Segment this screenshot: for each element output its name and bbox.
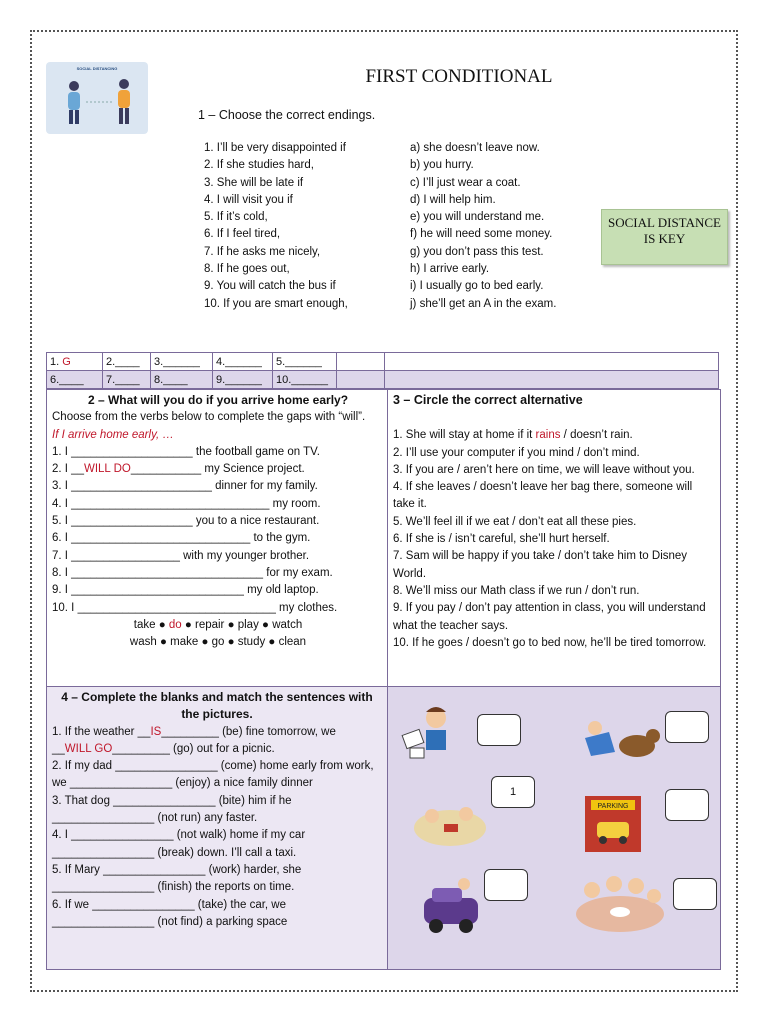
- list-item: g) you don’t pass this test.: [410, 245, 544, 258]
- list-item: i) I usually go to bed early.: [410, 280, 544, 293]
- list-item: 2. I __WILL DO___________ my Science project.: [52, 463, 305, 476]
- parking-picture: [583, 792, 643, 854]
- exercise4-heading: 4 – Complete the blanks and match the sentences with the pictures.: [61, 690, 373, 722]
- list-item: 6. I ____________________________ to the gym.: [52, 532, 311, 545]
- answer-cell[interactable]: 2.____: [103, 353, 151, 371]
- answer-cell: [337, 353, 385, 371]
- stressed-student-picture: [400, 702, 466, 764]
- list-item: e) you will understand me.: [410, 211, 545, 224]
- list-item: 8. I ______________________________ for my exam.: [52, 566, 333, 579]
- list-item: 1. I’ll be very disappointed if: [204, 142, 346, 154]
- answer-cell[interactable]: 3.______: [151, 353, 213, 371]
- list-item: 5. I ___________________ you to a nice restaurant.: [52, 515, 320, 528]
- list-item: 4. I _______________________________ my room.: [52, 497, 321, 510]
- list-item: 3. I ______________________ dinner for my family.: [52, 480, 318, 493]
- list-item: 6. If we ________________ (take) the car, we ________________ (not find) a parking space: [52, 898, 288, 928]
- list-item: __WILL GO_________ (go) out for a picnic.: [52, 742, 275, 755]
- family-dinner-icon: [570, 868, 670, 942]
- list-item: 2. If she studies hard,: [204, 159, 314, 172]
- list-item: 1. She will stay at home if it rains / doesn’t rain.: [393, 429, 633, 442]
- list-item: 9. If you pay / don’t pay attention in class, you will understand what the teacher says.: [393, 602, 706, 632]
- list-item: 6. If she is / isn’t careful, she’ll hurt herself.: [393, 533, 610, 546]
- list-item: 5. If Mary ________________ (work) harder, she ________________ (finish) the reports on time.: [52, 863, 302, 894]
- picture-answer-box[interactable]: [673, 878, 717, 910]
- answer-grid: [46, 352, 719, 389]
- list-item: a) she doesn’t leave now.: [410, 142, 540, 154]
- list-item: 3. That dog ________________ (bite) him if he ________________ (not run) any faster.: [52, 794, 292, 825]
- answer-cell[interactable]: 4.______: [213, 353, 273, 371]
- answer-cell[interactable]: 6.____: [47, 371, 103, 389]
- exercise2-prompt: If I arrive home early, …: [52, 428, 174, 441]
- list-item: 10. If you are smart enough,: [204, 297, 348, 310]
- list-item: 8. If he goes out,: [204, 263, 290, 276]
- broken-car-picture: [418, 874, 484, 942]
- list-item: 5. We’ll feel ill if we eat / don’t eat all these pies.: [393, 515, 637, 528]
- list-item: 10. If he goes / doesn’t go to bed now, he’ll be tired tomorrow.: [393, 636, 707, 649]
- list-item: 2. I’ll use your computer if you mind / don’t mind.: [393, 446, 640, 459]
- answer-cell[interactable]: 8.____: [151, 371, 213, 389]
- answer-cell[interactable]: 5.______: [273, 353, 337, 371]
- verb-list-2: wash ● make ● go ● study ● clean: [129, 636, 307, 649]
- exercise4: [52, 689, 382, 931]
- answer-cell: [337, 371, 385, 389]
- exercise1-endings: [410, 140, 556, 313]
- exercise2-heading: 2 – What will you do if you arrive home early?: [87, 393, 349, 407]
- list-item: 1. If the weather __IS_________ (be) fine tomorrow, we: [52, 725, 336, 738]
- list-item: 7. Sam will be happy if you take / don’t take him to Disney World.: [393, 550, 688, 580]
- exercise1-heading: 1 – Choose the correct endings.: [198, 108, 376, 122]
- verb-list-1: take ● do ● repair ● play ● watch: [133, 618, 303, 631]
- exercise3-heading: 3 – Circle the correct alternative: [393, 393, 583, 407]
- list-item: 4. I ________________ (not walk) home if my car ________________ (break) down. I’ll call a taxi.: [52, 829, 306, 859]
- list-item: c) I’ll just wear a coat.: [410, 176, 521, 189]
- picture-answer-box[interactable]: [665, 711, 709, 743]
- list-item: f) he will need some money.: [410, 228, 553, 241]
- exercise1-beginnings: [204, 140, 348, 313]
- list-item: j) she’ll get an A in the exam.: [410, 297, 557, 310]
- picnic-icon: [410, 794, 490, 850]
- picture-answer-box[interactable]: [477, 714, 521, 746]
- family-dinner-picture: [570, 868, 670, 942]
- list-item: d) I will help him.: [410, 193, 496, 206]
- answer-cell[interactable]: 9.______: [213, 371, 273, 389]
- car-icon: [418, 874, 484, 942]
- list-item: 3. She will be late if: [204, 176, 304, 189]
- social-distance-badge: SOCIAL DISTANCE IS KEY: [601, 209, 728, 265]
- list-item: h) I arrive early.: [410, 263, 490, 276]
- list-item: 4. If she leaves / doesn’t leave her bag there, someone will take it.: [393, 481, 693, 511]
- picture-answer-box[interactable]: [665, 789, 709, 821]
- answer-cell: [385, 353, 719, 371]
- page-title: FIRST CONDITIONAL: [365, 66, 553, 87]
- answer-cell[interactable]: 10.______: [273, 371, 337, 389]
- student-icon: [400, 702, 466, 764]
- dog-chase-picture: [575, 708, 663, 766]
- list-item: 9. I ___________________________ my old laptop.: [52, 584, 319, 597]
- list-item: 9. You will catch the bus if: [204, 280, 336, 293]
- dog-icon: [575, 708, 663, 766]
- list-item: 1. I ___________________ the football game on TV.: [52, 445, 320, 458]
- answer-cell[interactable]: 1. G: [47, 353, 103, 371]
- list-item: 2. If my dad ________________ (come) home early from work, we ________________ (enjoy) a nice family dinner: [52, 760, 374, 790]
- list-item: 7. I _________________ with my younger brother.: [52, 549, 310, 562]
- list-item: b) you hurry.: [410, 159, 474, 172]
- list-item: 7. If he asks me nicely,: [204, 245, 321, 258]
- list-item: 4. I will visit you if: [204, 193, 293, 206]
- answer-cell: [385, 371, 719, 389]
- list-item: 5. If it’s cold,: [204, 211, 268, 224]
- logo-caption: SOCIAL DISTANCING: [76, 66, 118, 71]
- picture-answer-box[interactable]: 1: [491, 776, 535, 808]
- list-item: 8. We’ll miss our Math class if we run / don’t run.: [393, 584, 640, 597]
- exercise3: [393, 392, 716, 652]
- list-item: 6. If I feel tired,: [204, 228, 281, 241]
- parking-sign-text: PARKING: [597, 803, 629, 810]
- exercise2: [52, 392, 384, 651]
- answer-cell[interactable]: 7.____: [103, 371, 151, 389]
- exercise2-instructions: Choose from the verbs below to complete the gaps with “will”.: [52, 411, 366, 424]
- picture-answer-box[interactable]: [484, 869, 528, 901]
- picnic-picture: [410, 794, 490, 850]
- list-item: 10. I _______________________________ my clothes.: [52, 601, 338, 614]
- list-item: 3. If you are / aren’t here on time, we will leave without you.: [393, 463, 695, 476]
- parking-icon: [583, 792, 643, 854]
